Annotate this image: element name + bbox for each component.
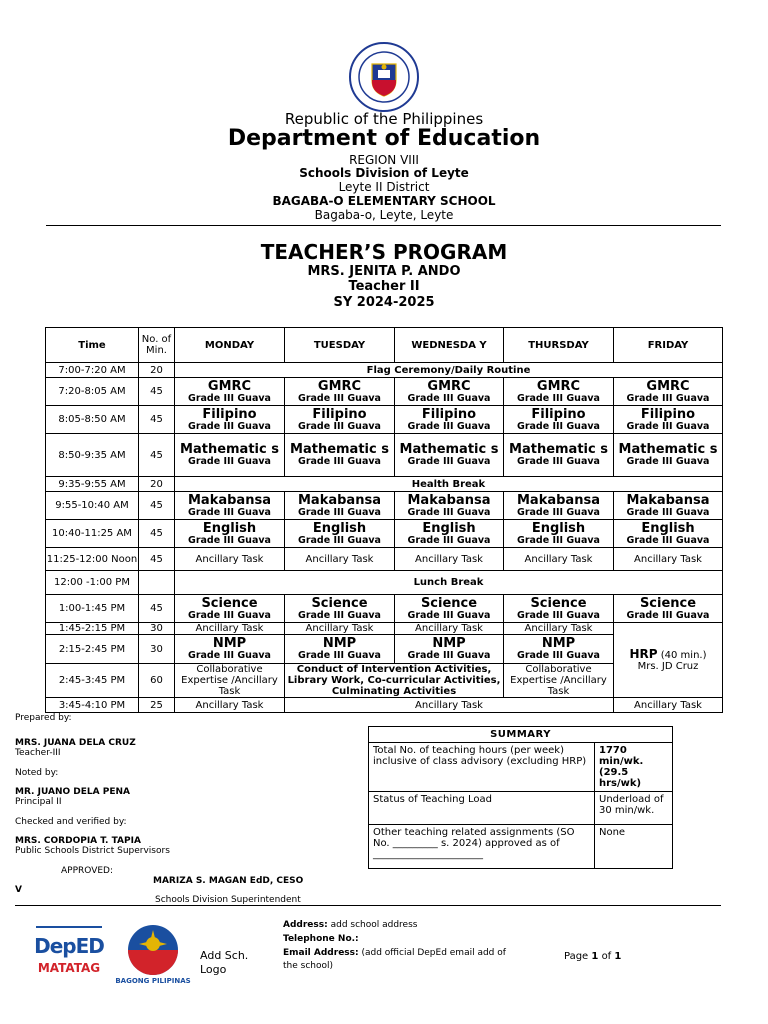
section-name: Grade III Guava xyxy=(407,609,491,621)
deped-seal-icon xyxy=(349,42,419,112)
bagong-pilipinas-text: BAGONG PILIPINAS xyxy=(115,977,191,985)
hrp-label: HRP xyxy=(629,646,658,661)
subject-cell xyxy=(285,595,395,623)
time-cell: 9:55-10:40 AM xyxy=(46,492,139,520)
time-cell: 7:20-8:05 AM xyxy=(46,378,139,406)
table-row xyxy=(46,520,723,548)
table-row xyxy=(46,434,723,477)
section-name: Grade III Guava xyxy=(188,650,271,661)
header-divider xyxy=(46,225,721,226)
header-republic: Republic of the Philippines xyxy=(284,110,484,128)
section-name: Grade III Guava xyxy=(517,420,600,432)
table-row xyxy=(46,571,723,595)
time-cell: 2:15-2:45 PM xyxy=(46,635,139,664)
subject-cell xyxy=(285,434,395,477)
section-name: Grade III Guava xyxy=(626,420,710,432)
header-time: Time xyxy=(46,328,139,363)
logo-rule xyxy=(36,926,102,928)
section-name: Grade III Guava xyxy=(188,420,271,432)
prepared-name: MRS. JUANA DELA CRUZ xyxy=(15,738,136,748)
minutes-cell: 45 xyxy=(139,406,175,434)
section-name: Grade III Guava xyxy=(298,506,381,518)
checked-label: Checked and verified by: xyxy=(15,817,127,827)
ancillary-cell: Ancillary Task xyxy=(175,548,285,571)
subject-name: English xyxy=(641,520,695,536)
school-logo-placeholder: Add Sch. Logo xyxy=(200,949,249,976)
minutes-cell: 60 xyxy=(139,664,175,698)
table-row xyxy=(46,406,723,434)
section-name: Grade III Guava xyxy=(517,506,600,518)
subject-cell xyxy=(614,520,723,548)
ancillary-cell: Ancillary Task xyxy=(614,548,723,571)
teacher-name: MRS. JENITA P. ANDO xyxy=(307,264,461,279)
section-name: Grade III Guava xyxy=(407,650,491,661)
deped-wordmark: DepED xyxy=(34,934,104,958)
time-cell: 2:45-3:45 PM xyxy=(46,664,139,698)
summary-table xyxy=(368,726,673,869)
subject-cell xyxy=(614,595,723,623)
prepared-label: Prepared by: xyxy=(15,713,72,723)
subject-cell xyxy=(504,595,614,623)
address-label: Address: xyxy=(283,920,328,930)
subject-cell xyxy=(285,378,395,406)
table-row xyxy=(46,492,723,520)
subject-cell xyxy=(614,406,723,434)
ancillary-cell: Ancillary Task xyxy=(395,623,504,635)
time-cell: 11:25-12:00 Noon xyxy=(46,548,139,571)
time-cell: 10:40-11:25 AM xyxy=(46,520,139,548)
prepared-position: Teacher-III xyxy=(15,748,61,758)
section-name: Grade III Guava xyxy=(517,456,600,467)
subject-name: English xyxy=(422,520,476,536)
minutes-cell: 45 xyxy=(139,548,175,571)
subject-name: Science xyxy=(639,595,697,611)
header-district: Leyte II District xyxy=(338,180,430,194)
subject-name: Science xyxy=(420,595,478,611)
time-cell: 1:00-1:45 PM xyxy=(46,595,139,623)
ancillary-cell: Ancillary Task xyxy=(285,548,395,571)
minutes-cell: 45 xyxy=(139,595,175,623)
section-name: Grade III Guava xyxy=(188,456,271,467)
header-wednesday: WEDNESDA Y xyxy=(395,328,504,363)
subject-cell xyxy=(175,406,285,434)
header-minutes: No. of Min. xyxy=(139,328,175,363)
table-header-row xyxy=(46,328,723,363)
hrp-duration: (40 min.) xyxy=(660,649,707,661)
subject-name: Makabansa xyxy=(626,492,710,508)
ancillary-cell: Ancillary Task xyxy=(504,548,614,571)
section-name: Grade III Guava xyxy=(407,534,491,546)
minutes-cell: 45 xyxy=(139,434,175,477)
header-address: Bagaba-o, Leyte, Leyte xyxy=(314,208,454,222)
deped-matatag-logo xyxy=(32,926,106,988)
section-name: Grade III Guava xyxy=(626,534,710,546)
subject-cell xyxy=(285,406,395,434)
subject-cell xyxy=(175,520,285,548)
subject-cell xyxy=(175,595,285,623)
matatag-wordmark: MATATAG xyxy=(37,961,101,975)
checked-name: MRS. CORDOPIA T. TAPIA xyxy=(15,836,141,846)
subject-name: GMRC xyxy=(317,378,362,394)
subject-name: Filipino xyxy=(202,406,257,422)
subject-name: Science xyxy=(530,595,587,611)
address-value: add school address xyxy=(330,920,418,930)
ancillary-cell: Ancillary Task xyxy=(285,623,395,635)
health-break-cell: Health Break xyxy=(175,477,723,492)
email-value: (add official DepEd email add of the school) xyxy=(283,948,506,971)
section-name: Grade III Guava xyxy=(517,392,600,404)
section-name: Grade III Guava xyxy=(517,650,600,661)
subject-name: English xyxy=(531,520,586,536)
minutes-cell: 30 xyxy=(139,635,175,664)
table-row xyxy=(46,378,723,406)
bagong-pilipinas-logo-icon xyxy=(122,924,184,976)
subject-name: NMP xyxy=(322,636,357,651)
header-tuesday: TUESDAY xyxy=(285,328,395,363)
subject-name: Mathematic s xyxy=(509,442,608,457)
page-indicator xyxy=(564,951,621,962)
subject-name: Filipino xyxy=(421,406,477,422)
time-cell: 8:05-8:50 AM xyxy=(46,406,139,434)
telephone-label: Telephone No.: xyxy=(283,934,359,944)
subject-name: Science xyxy=(201,595,258,611)
subject-cell xyxy=(504,378,614,406)
ancillary-cell: Ancillary Task xyxy=(395,548,504,571)
subject-name: GMRC xyxy=(427,378,471,394)
subject-name: Mathematic s xyxy=(290,442,389,457)
section-name: Grade III Guava xyxy=(188,392,271,404)
time-cell: 7:00-7:20 AM xyxy=(46,363,139,378)
summary-hours-label: Total No. of teaching hours (per week) inclusive of class advisory (excluding HRP) xyxy=(369,743,595,792)
subject-cell xyxy=(504,434,614,477)
noted-name: MR. JUANO DELA PENA xyxy=(15,787,130,797)
email-label: Email Address: xyxy=(283,948,359,958)
ancillary-cell: Ancillary Task xyxy=(175,698,285,713)
footer-address xyxy=(283,919,417,932)
minutes-cell: 45 xyxy=(139,520,175,548)
summary-status-label: Status of Teaching Load xyxy=(369,792,595,825)
section-name: Grade III Guava xyxy=(298,456,381,467)
subject-name: English xyxy=(202,520,257,536)
subject-cell xyxy=(395,595,504,623)
subject-cell xyxy=(504,492,614,520)
time-cell: 1:45-2:15 PM xyxy=(46,623,139,635)
subject-cell xyxy=(395,378,504,406)
section-name: Grade III Guava xyxy=(517,609,600,621)
subject-name: Makabansa xyxy=(517,492,600,508)
time-cell: 3:45-4:10 PM xyxy=(46,698,139,713)
minutes-cell: 20 xyxy=(139,477,175,492)
hrp-teacher: Mrs. JD Cruz xyxy=(637,660,699,672)
header-region: REGION VIII xyxy=(349,153,419,167)
section-name: Grade III Guava xyxy=(407,506,491,518)
time-cell: 12:00 -1:00 PM xyxy=(46,571,139,595)
school-year: SY 2024-2025 xyxy=(333,295,435,310)
subject-cell xyxy=(614,434,723,477)
section-name: Grade III Guava xyxy=(626,609,710,621)
subject-name: Mathematic s xyxy=(618,442,718,457)
subject-name: NMP xyxy=(541,636,576,651)
section-name: Grade III Guava xyxy=(626,392,710,404)
subject-name: Filipino xyxy=(312,406,367,422)
approved-position: Schools Division Superintendent xyxy=(155,895,301,905)
subject-name: Filipino xyxy=(640,406,696,422)
teacher-position: Teacher II xyxy=(348,279,420,294)
summary-title: SUMMARY xyxy=(369,727,673,743)
page-number: 1 xyxy=(591,951,599,962)
lunch-break-cell: Lunch Break xyxy=(175,571,723,595)
checked-position: Public Schools District Supervisors xyxy=(15,846,170,856)
approved-label: APPROVED: xyxy=(61,866,113,876)
minutes-cell xyxy=(139,571,175,595)
ancillary-cell: Ancillary Task xyxy=(285,698,614,713)
subject-cell xyxy=(504,520,614,548)
program-title: TEACHER’S PROGRAM xyxy=(260,240,508,264)
table-row xyxy=(46,698,723,713)
subject-cell xyxy=(395,406,504,434)
subject-cell xyxy=(285,492,395,520)
section-name: Grade III Guava xyxy=(407,456,491,467)
approved-name-suffix: V xyxy=(15,885,22,895)
header-friday: FRIDAY xyxy=(614,328,723,363)
section-name: Grade III Guava xyxy=(188,534,271,546)
section-name: Grade III Guava xyxy=(298,609,381,621)
subject-cell xyxy=(395,434,504,477)
summary-hours-value: 1770 min/wk. (29.5 hrs/wk) xyxy=(595,743,673,792)
page-of: of xyxy=(601,951,612,962)
subject-name: Makabansa xyxy=(298,492,381,508)
summary-status-value: Underload of 30 min/wk. xyxy=(595,792,673,825)
footer-email xyxy=(283,947,513,973)
minutes-cell: 45 xyxy=(139,378,175,406)
subject-cell xyxy=(175,635,285,664)
table-row xyxy=(46,548,723,571)
minutes-cell: 45 xyxy=(139,492,175,520)
table-row xyxy=(46,477,723,492)
section-name: Grade III Guava xyxy=(188,506,271,518)
header-school: BAGABA-O ELEMENTARY SCHOOL xyxy=(272,194,496,208)
subject-name: NMP xyxy=(432,636,466,651)
table-row xyxy=(46,595,723,623)
noted-position: Principal II xyxy=(15,797,62,807)
subject-name: Makabansa xyxy=(188,492,271,508)
section-name: Grade III Guava xyxy=(298,392,381,404)
summary-assignments-label: Other teaching related assignments (SO No. _________ s. 2024) approved as of ______________________ xyxy=(369,825,595,869)
collaborative-cell: Collaborative Expertise /Ancillary Task xyxy=(504,664,614,698)
subject-name: GMRC xyxy=(536,378,581,394)
hrp-cell xyxy=(614,623,723,698)
footer-divider xyxy=(15,905,721,906)
header-thursday: THURSDAY xyxy=(504,328,614,363)
subject-name: GMRC xyxy=(646,378,690,394)
subject-cell xyxy=(395,635,504,664)
subject-cell xyxy=(175,434,285,477)
collaborative-cell: Collaborative Expertise /Ancillary Task xyxy=(175,664,285,698)
schedule-table xyxy=(45,327,723,713)
header-department: Department of Education xyxy=(227,126,541,151)
subject-cell xyxy=(504,635,614,664)
subject-name: Mathematic s xyxy=(180,442,279,457)
time-cell: 8:50-9:35 AM xyxy=(46,434,139,477)
time-cell: 9:35-9:55 AM xyxy=(46,477,139,492)
subject-cell xyxy=(175,492,285,520)
section-name: Grade III Guava xyxy=(298,420,381,432)
table-row xyxy=(46,363,723,378)
approved-name: MARIZA S. MAGAN EdD, CESO xyxy=(153,876,304,886)
minutes-cell: 30 xyxy=(139,623,175,635)
ancillary-cell: Ancillary Task xyxy=(614,698,723,713)
table-row xyxy=(46,623,723,635)
noted-label: Noted by: xyxy=(15,768,59,778)
subject-name: Science xyxy=(311,595,368,611)
ancillary-cell: Ancillary Task xyxy=(504,623,614,635)
header-monday: MONDAY xyxy=(175,328,285,363)
minutes-cell: 20 xyxy=(139,363,175,378)
page-total: 1 xyxy=(614,951,622,962)
subject-name: Makabansa xyxy=(407,492,491,508)
subject-cell xyxy=(285,635,395,664)
section-name: Grade III Guava xyxy=(626,456,710,467)
section-name: Grade III Guava xyxy=(407,392,491,404)
subject-cell xyxy=(395,492,504,520)
flag-ceremony-cell: Flag Ceremony/Daily Routine xyxy=(175,363,723,378)
summary-assignments-value: None xyxy=(595,825,673,869)
subject-name: NMP xyxy=(212,636,247,651)
section-name: Grade III Guava xyxy=(298,534,381,546)
header-division: Schools Division of Leyte xyxy=(299,166,469,180)
page-word: Page xyxy=(564,951,589,962)
subject-name: GMRC xyxy=(207,378,252,394)
section-name: Grade III Guava xyxy=(188,609,271,621)
subject-cell xyxy=(395,520,504,548)
subject-name: English xyxy=(312,520,367,536)
ancillary-cell: Ancillary Task xyxy=(175,623,285,635)
subject-cell xyxy=(614,492,723,520)
subject-cell xyxy=(504,406,614,434)
section-name: Grade III Guava xyxy=(298,650,381,661)
section-name: Grade III Guava xyxy=(407,420,491,432)
subject-cell xyxy=(614,378,723,406)
subject-name: Filipino xyxy=(531,406,586,422)
subject-name: Mathematic s xyxy=(399,442,499,457)
subject-cell xyxy=(285,520,395,548)
section-name: Grade III Guava xyxy=(626,506,710,518)
intervention-cell: Conduct of Intervention Activities, Library Work, Co-curricular Activities, Culminating Activities xyxy=(285,664,504,698)
section-name: Grade III Guava xyxy=(517,534,600,546)
minutes-cell: 25 xyxy=(139,698,175,713)
subject-cell xyxy=(175,378,285,406)
